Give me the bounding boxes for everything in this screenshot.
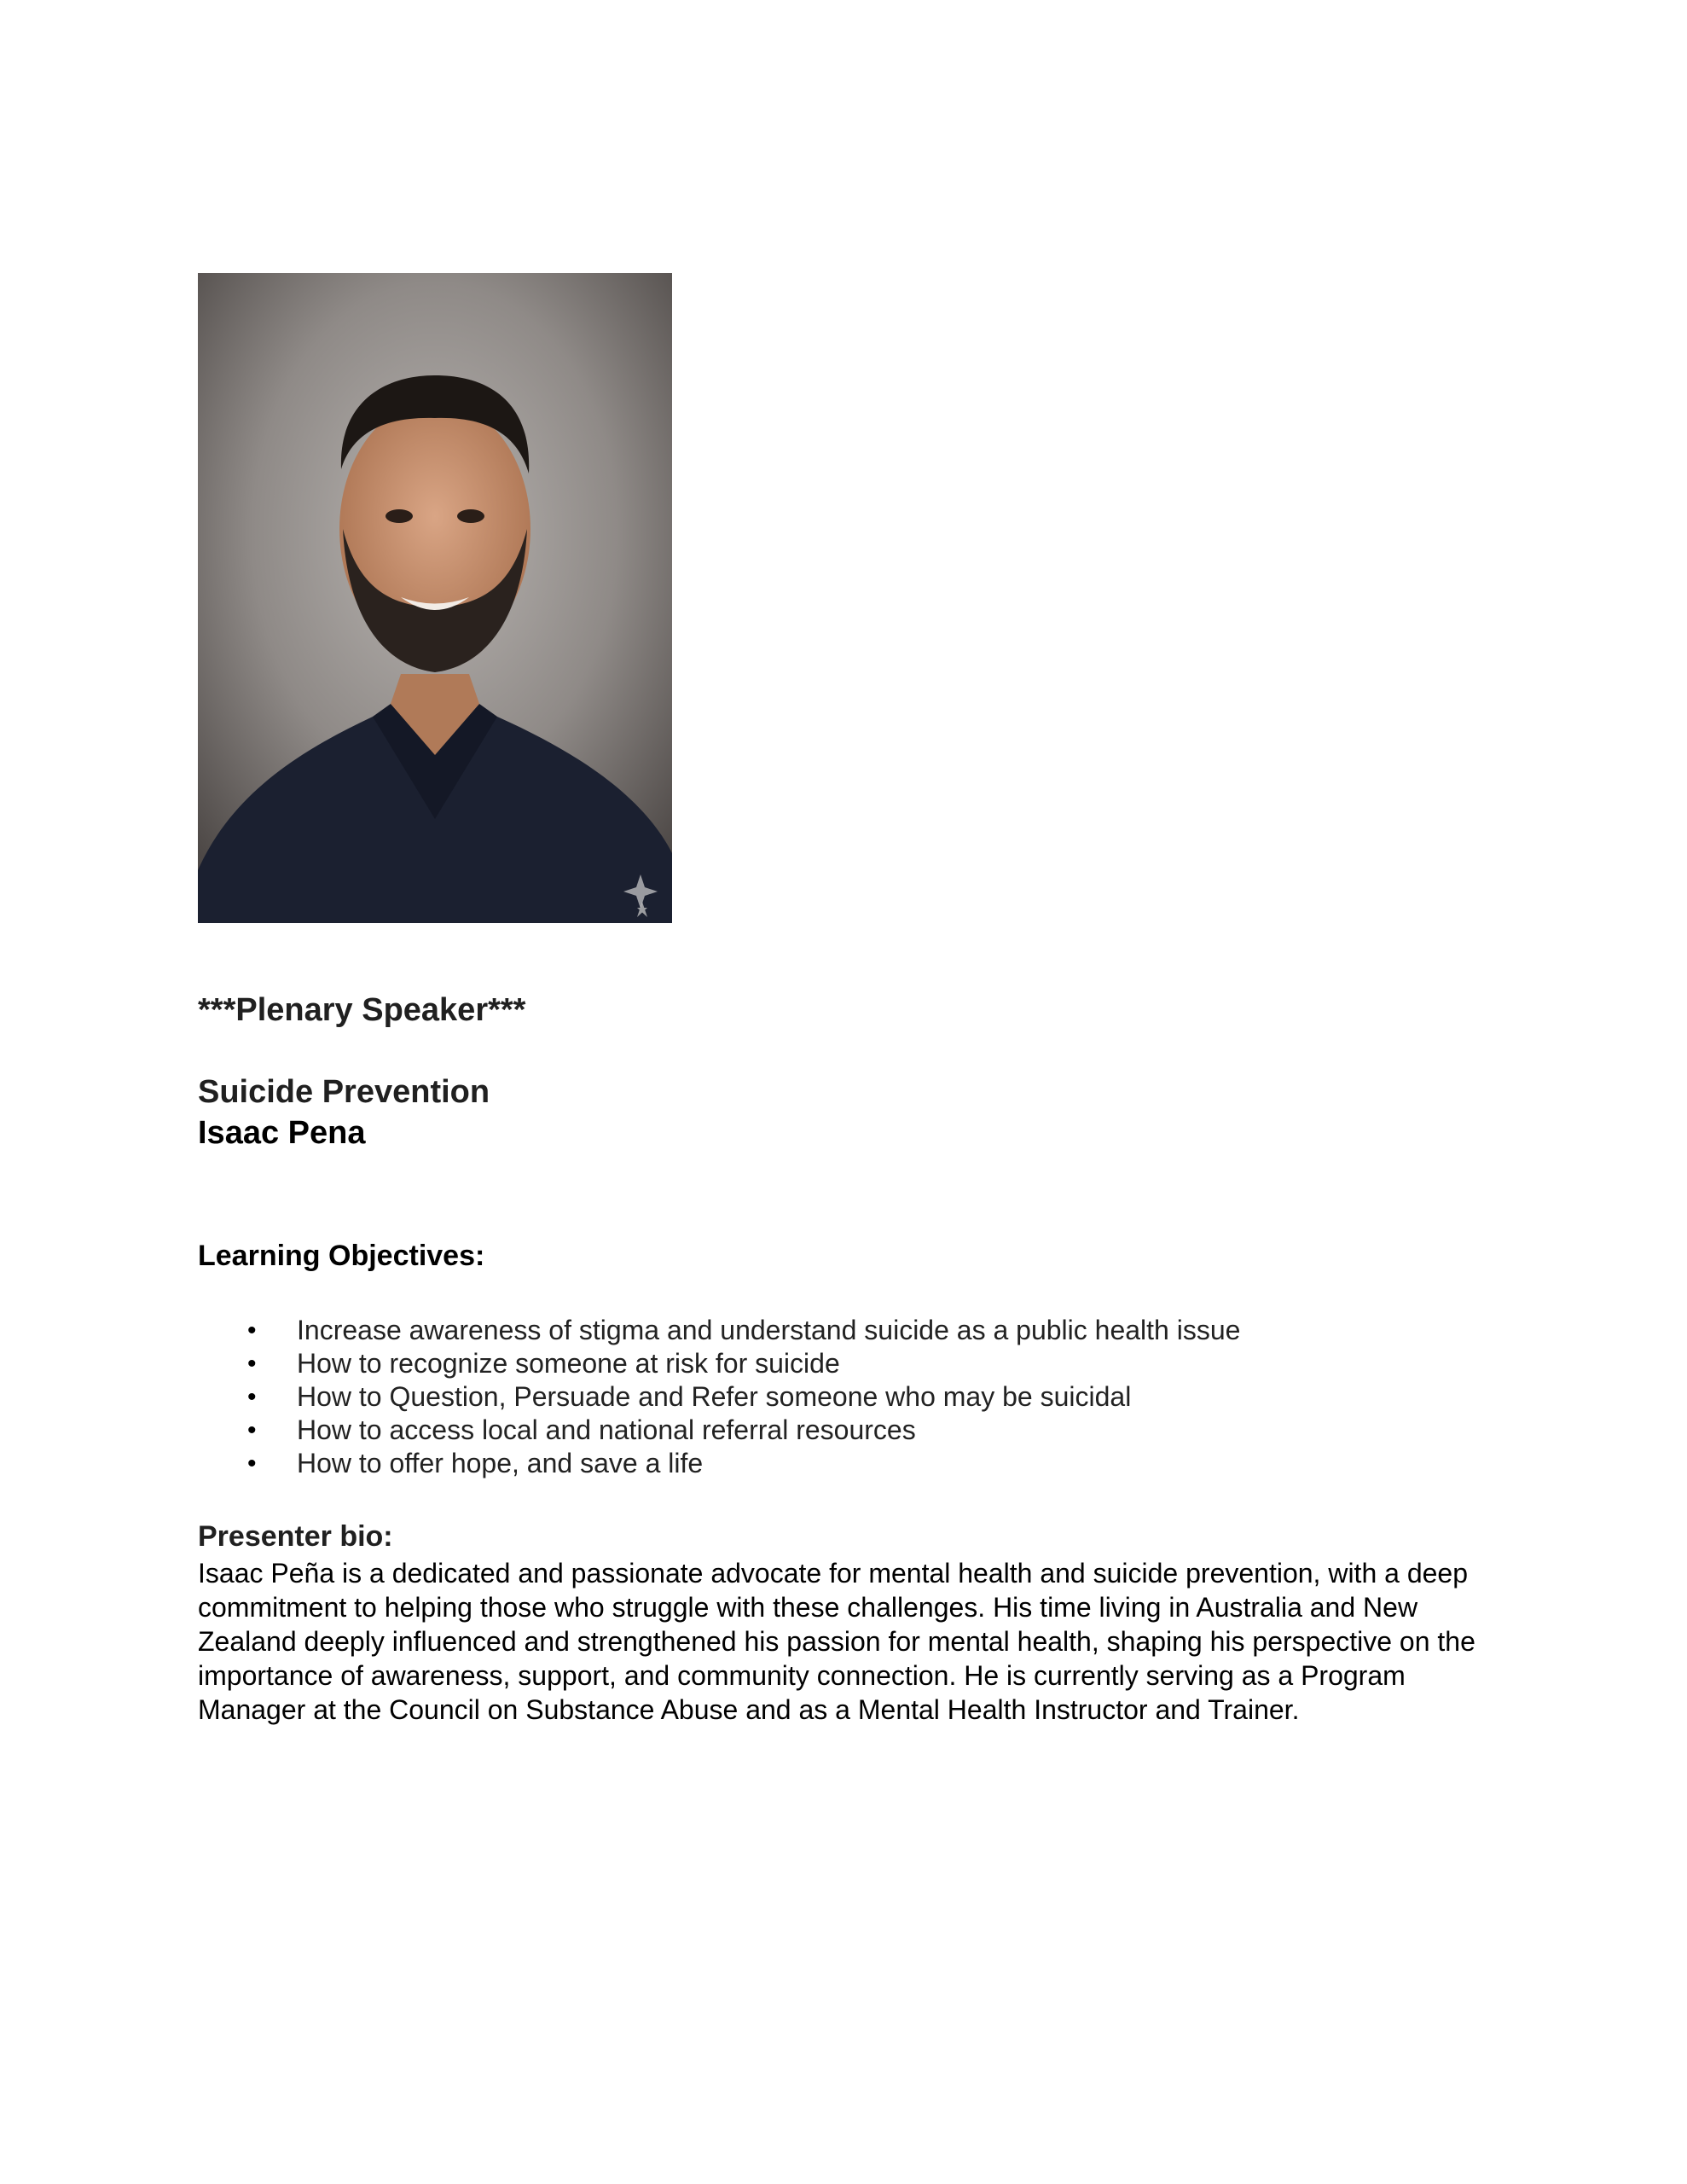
bullet-icon: • <box>247 1416 257 1444</box>
presenter-bio-heading: Presenter bio: <box>198 1520 393 1553</box>
plenary-speaker-label: ***Plenary Speaker*** <box>198 992 526 1028</box>
speaker-name: Isaac Pena <box>198 1115 366 1151</box>
presenter-bio-text: Isaac Peña is a dedicated and passionate advocate for mental health and suicide prevention, with a deep commitment to helping those who struggle with these challenges. His time living in Australia and New Zealand deeply influenced and strengthened his passion for mental health, shaping his perspective on the importance of awareness, support, and community connection. He is currently serving as a Program Manager at the Council on Substance Abuse and as a Mental Health Instructor and Trainer. <box>198 1558 1475 1725</box>
learning-objectives-heading: Learning Objectives: <box>198 1240 485 1272</box>
list-item <box>198 1380 1528 1414</box>
learning-objectives-list <box>198 1314 1528 1480</box>
objective-text: Increase awareness of stigma and understand suicide as a public health issue <box>297 1315 1241 1345</box>
list-item <box>198 1314 1528 1347</box>
objective-text: How to recognize someone at risk for suicide <box>297 1348 840 1379</box>
bullet-icon: • <box>247 1350 257 1378</box>
list-item <box>198 1414 1528 1447</box>
list-item <box>198 1447 1528 1480</box>
bullet-icon: • <box>247 1316 257 1345</box>
objective-text: How to access local and national referral resources <box>297 1414 916 1445</box>
speaker-photo <box>198 273 672 923</box>
objective-text: How to Question, Persuade and Refer someone who may be suicidal <box>297 1381 1132 1412</box>
objective-text: How to offer hope, and save a life <box>297 1448 704 1478</box>
session-title: Suicide Prevention <box>198 1074 490 1110</box>
bullet-icon: • <box>247 1449 257 1478</box>
list-item <box>198 1347 1528 1380</box>
bullet-icon: • <box>247 1383 257 1411</box>
